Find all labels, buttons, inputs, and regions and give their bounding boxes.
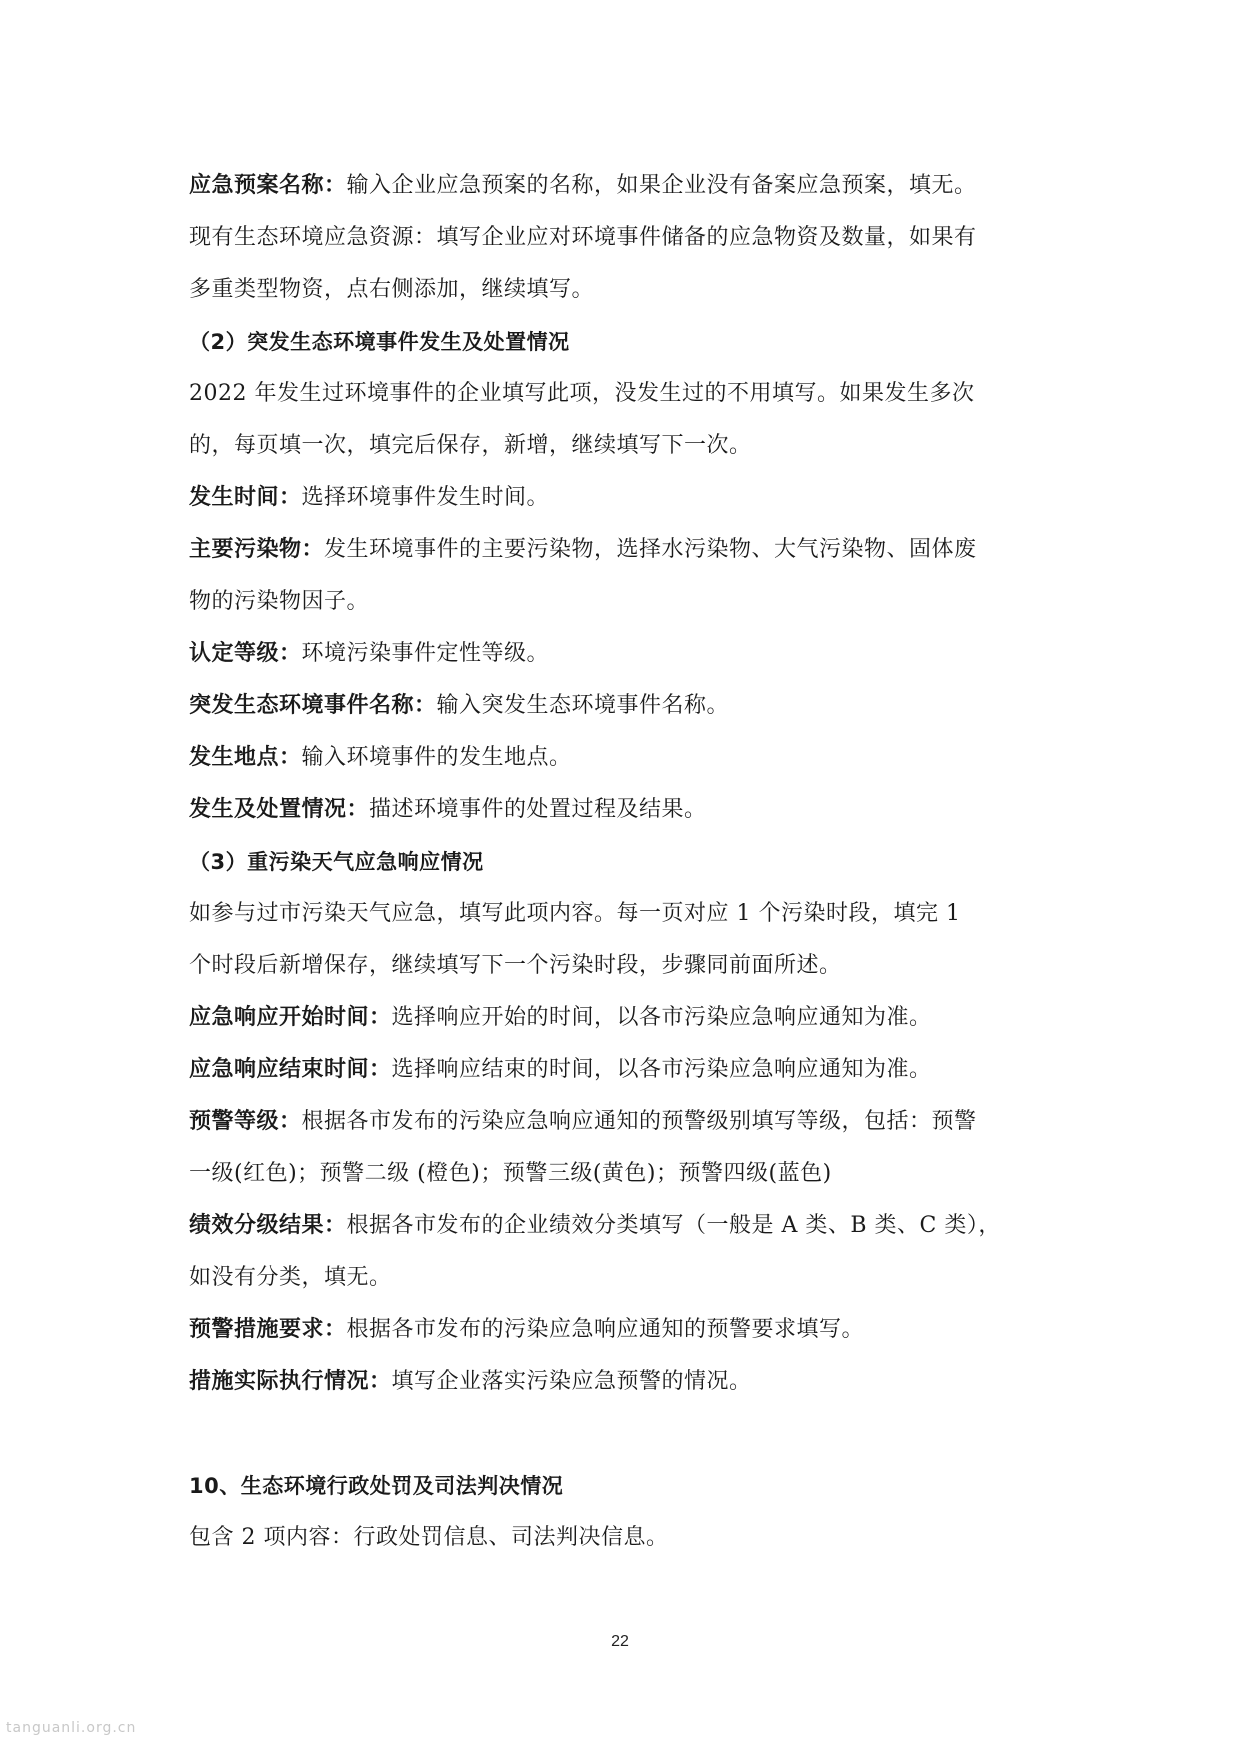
text-line <box>189 160 1059 212</box>
field-description: 的，每页填一次，填完后保存，新增，继续填写下一次。 <box>189 433 752 458</box>
field-term: 发生及处置情况： <box>189 797 370 822</box>
text-line <box>189 264 1059 316</box>
field-description: 2022 年发生过环境事件的企业填写此项，没发生过的不用填写。如果发生多次 <box>189 381 975 406</box>
field-term: 预警等级： <box>189 1109 302 1134</box>
field-term: 应急预案名称： <box>189 173 347 198</box>
field-term: 主要污染物： <box>189 537 325 562</box>
field-description: 输入环境事件的发生地点。 <box>301 745 572 770</box>
text-line <box>189 368 1059 420</box>
text-line <box>189 1148 1059 1200</box>
text-line <box>189 1356 1059 1408</box>
text-line <box>189 1096 1059 1148</box>
field-description: 选择响应结束的时间，以各市污染应急响应通知为准。 <box>391 1057 932 1082</box>
field-term: 应急响应结束时间： <box>189 1057 392 1082</box>
field-description: 如没有分类，填无。 <box>189 1265 392 1290</box>
text-line <box>189 1512 1059 1564</box>
field-description: 选择环境事件发生时间。 <box>301 485 550 510</box>
text-line <box>189 1304 1059 1356</box>
text-line <box>189 420 1059 472</box>
field-term: 措施实际执行情况： <box>189 1369 392 1394</box>
field-description: 输入突发生态环境事件名称。 <box>436 693 730 718</box>
field-description: 选择响应开始的时间，以各市污染应急响应通知为准。 <box>391 1005 932 1030</box>
text-line <box>189 576 1059 628</box>
field-term: 发生地点： <box>189 745 302 770</box>
page-number: 22 <box>611 1633 629 1650</box>
field-term: 绩效分级结果： <box>189 1213 347 1238</box>
text-line <box>189 1044 1059 1096</box>
text-line <box>189 1252 1059 1304</box>
field-description: 现有生态环境应急资源：填写企业应对环境事件储备的应急物资及数量，如果有 <box>189 225 977 250</box>
field-description: 根据各市发布的污染应急响应通知的预警要求填写。 <box>346 1317 865 1342</box>
field-description: 根据各市发布的污染应急响应通知的预警级别填写等级，包括：预警 <box>301 1109 977 1134</box>
field-term: 预警措施要求： <box>189 1317 347 1342</box>
field-description: 多重类型物资，点右侧添加，继续填写。 <box>189 277 595 302</box>
field-description: 描述环境事件的处置过程及结果。 <box>369 797 707 822</box>
watermark-text: tanguanli.org.cn <box>6 1720 137 1736</box>
section-heading: （3）重污染天气应急响应情况 <box>189 850 484 874</box>
text-line <box>189 888 1059 940</box>
paragraph-gap <box>189 1408 1059 1460</box>
field-description: 发生环境事件的主要污染物，选择水污染物、大气污染物、固体废 <box>324 537 977 562</box>
document-body <box>189 160 1059 1564</box>
text-line <box>189 992 1059 1044</box>
field-description: 一级(红色)；预警二级 (橙色)；预警三级(黄色)；预警四级(蓝色) <box>189 1161 832 1186</box>
text-line <box>189 940 1059 992</box>
text-line <box>189 1200 1059 1252</box>
field-description: 物的污染物因子。 <box>189 589 370 614</box>
field-description: 如参与过市污染天气应急，填写此项内容。每一页对应 1 个污染时段，填完 1 <box>189 901 961 926</box>
field-description: 输入企业应急预案的名称，如果企业没有备案应急预案，填无。 <box>346 173 977 198</box>
field-term: 发生时间： <box>189 485 302 510</box>
text-line <box>189 524 1059 576</box>
field-term: 认定等级： <box>189 641 302 666</box>
text-line <box>189 472 1059 524</box>
text-line <box>189 732 1059 784</box>
field-description: 环境污染事件定性等级。 <box>301 641 550 666</box>
text-line <box>189 680 1059 732</box>
field-description: 填写企业落实污染应急预警的情况。 <box>391 1369 752 1394</box>
section-heading: 10、生态环境行政处罚及司法判决情况 <box>189 1474 564 1498</box>
section-heading: （2）突发生态环境事件发生及处置情况 <box>189 330 570 354</box>
text-line <box>189 784 1059 836</box>
text-line <box>189 628 1059 680</box>
field-description: 包含 2 项内容：行政处罚信息、司法判决信息。 <box>189 1525 669 1550</box>
text-line <box>189 212 1059 264</box>
field-term: 应急响应开始时间： <box>189 1005 392 1030</box>
field-description: 个时段后新增保存，继续填写下一个污染时段，步骤同前面所述。 <box>189 953 842 978</box>
field-term: 突发生态环境事件名称： <box>189 693 437 718</box>
field-description: 根据各市发布的企业绩效分类填写（一般是 A 类、B 类、C 类）， <box>346 1213 1001 1238</box>
